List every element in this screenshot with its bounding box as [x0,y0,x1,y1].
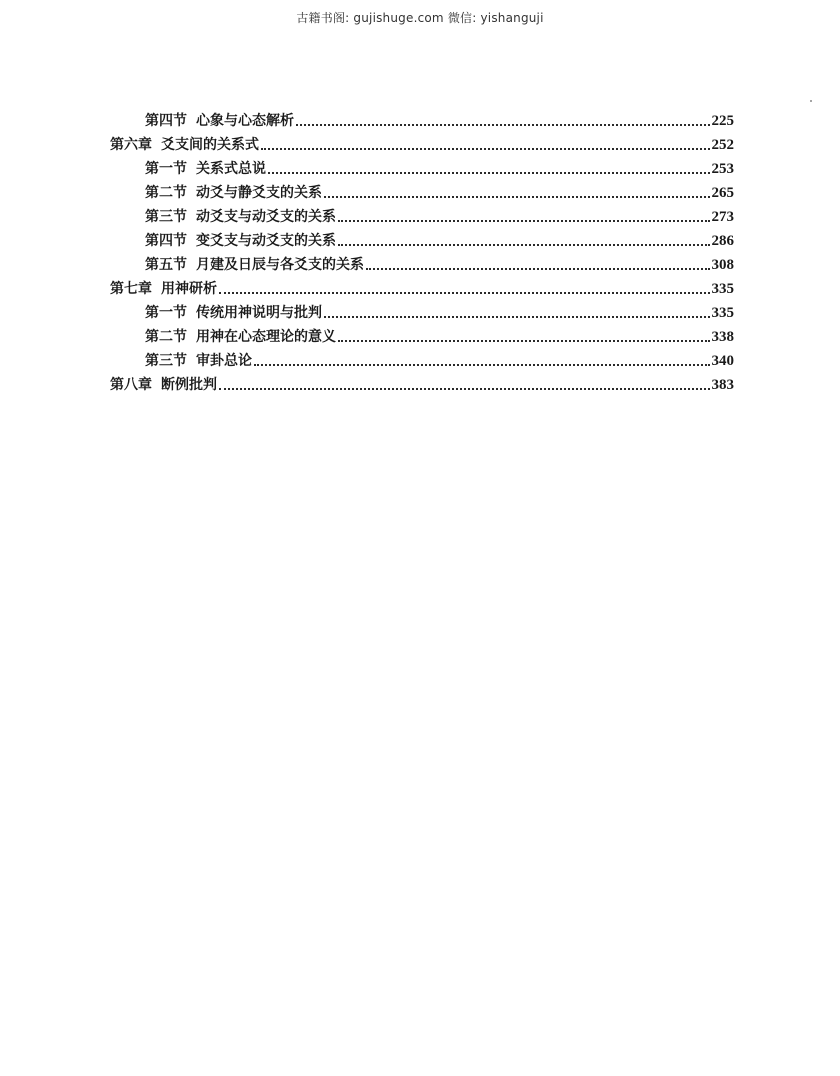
dot-leader [366,268,710,270]
dot-leader [338,244,710,246]
toc-entry-text: 审卦总论 [196,353,252,369]
toc-entry-label: 第一节 [145,161,187,177]
watermark-text: 古籍书阁: gujishuge.com 微信: yishanguji [296,11,544,25]
toc-entry-page: 253 [711,161,734,177]
scan-speck [810,100,812,102]
toc-entry [110,346,734,370]
toc-entry-title [110,280,217,298]
toc-entry-page: 338 [711,329,734,345]
toc-entry-page: 286 [711,233,734,249]
toc-entry [110,298,734,322]
dot-leader [338,340,710,342]
toc-entry-text: 爻支间的关系式 [161,137,259,153]
toc-entry-text: 变爻支与动爻支的关系 [196,233,336,249]
toc-entry-page: 252 [711,137,734,153]
toc-entry-label: 第二节 [145,185,187,201]
toc-entry [110,250,734,274]
dot-leader [296,124,710,126]
toc-entry-text: 用神在心态理论的意义 [196,329,336,345]
toc-entry-title [145,184,322,202]
dot-leader [268,172,710,174]
toc-entry [110,178,734,202]
toc-entry [110,106,734,130]
toc-entry-title [145,112,294,130]
toc-entry-text: 关系式总说 [196,161,266,177]
toc-entry-page: 383 [711,377,734,393]
toc-entry-label: 第五节 [145,257,187,273]
toc-entry [110,370,734,394]
toc-entry-title [145,256,364,274]
toc-entry-label: 第八章 [110,377,152,393]
toc-entry-title [145,208,336,226]
toc-entry-text: 用神研析 [161,281,217,297]
toc-entry-text: 动爻与静爻支的关系 [196,185,322,201]
toc-entry-title [110,136,259,154]
toc-entry-page: 340 [711,353,734,369]
toc-entry-label: 第六章 [110,137,152,153]
toc-entry-title [145,232,336,250]
toc-entry [110,130,734,154]
toc-entry-text: 月建及日辰与各爻支的关系 [196,257,364,273]
dot-leader [338,220,710,222]
toc-entry-label: 第四节 [145,113,187,129]
toc-entry [110,274,734,298]
toc-entry-text: 动爻支与动爻支的关系 [196,209,336,225]
toc-entry-page: 335 [711,305,734,321]
toc-entry [110,226,734,250]
dot-leader [219,292,710,294]
dot-leader [219,388,710,390]
toc-entry-page: 273 [711,209,734,225]
toc-entry-label: 第一节 [145,305,187,321]
toc-entry-title [145,304,322,322]
dot-leader [254,364,710,366]
toc-entry-text: 断例批判 [161,377,217,393]
toc-entry-label: 第四节 [145,233,187,249]
dot-leader [324,196,710,198]
toc-entry-text: 心象与心态解析 [196,113,294,129]
toc-entry-title [145,160,266,178]
toc-entry-page: 225 [711,113,734,129]
toc-entry-label: 第七章 [110,281,152,297]
toc-entry-title [110,376,217,394]
table-of-contents [110,106,734,394]
toc-entry-title [145,328,336,346]
toc-entry [110,322,734,346]
toc-entry-text: 传统用神说明与批判 [196,305,322,321]
toc-entry-title [145,352,252,370]
toc-entry-label: 第三节 [145,353,187,369]
toc-entry-label: 第二节 [145,329,187,345]
toc-entry-page: 335 [711,281,734,297]
dot-leader [261,148,710,150]
toc-entry [110,202,734,226]
toc-entry-label: 第三节 [145,209,187,225]
dot-leader [324,316,710,318]
toc-entry-page: 308 [711,257,734,273]
toc-entry [110,154,734,178]
toc-entry-page: 265 [711,185,734,201]
